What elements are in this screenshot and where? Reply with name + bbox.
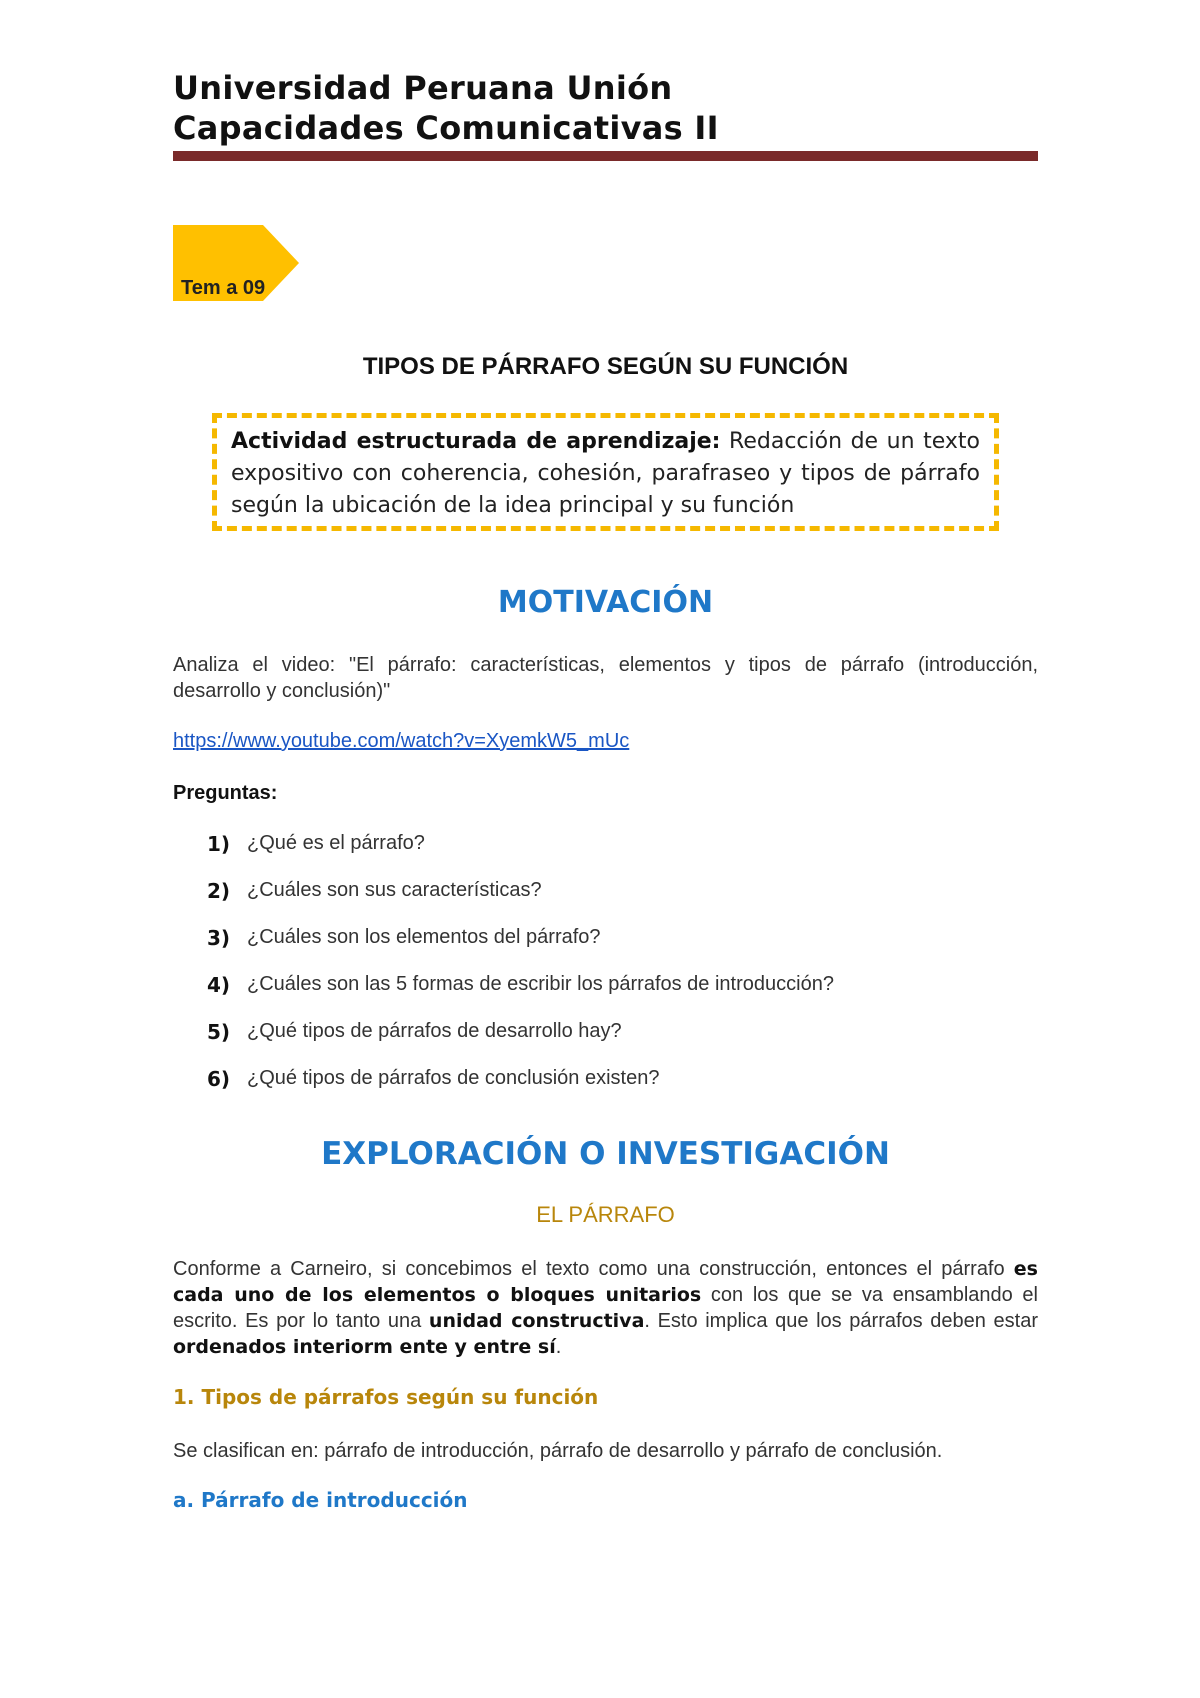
paragraph-text: Conforme a Carneiro, si concebimos el texto como una construcción, entonces el párrafo (173, 1258, 1014, 1280)
list-item (207, 1020, 834, 1067)
heading-tipos-parrafos: 1. Tipos de párrafos según su función (173, 1385, 599, 1409)
university-name: Universidad Peruana Unión (173, 69, 673, 107)
list-item-text: ¿Qué tipos de párrafos de desarrollo hay? (247, 1020, 622, 1042)
video-link[interactable]: https://www.youtube.com/watch?v=XyemkW5_mUc (173, 730, 630, 752)
heading-parrafo-introduccion: a. Párrafo de introducción (173, 1488, 468, 1512)
list-item (207, 879, 834, 926)
list-item-number: 1) (207, 832, 231, 856)
exploracion-paragraph (173, 1256, 1038, 1360)
list-item-text: ¿Cuáles son los elementos del párrafo? (247, 926, 601, 948)
list-item-number: 5) (207, 1020, 231, 1044)
course-name: Capacidades Comunicativas II (173, 109, 719, 147)
paragraph-emphasis: ordenados interiorm ente y entre sí (173, 1336, 556, 1358)
paragraph-emphasis: es cada uno de los elementos o bloques unitarios (173, 1258, 1038, 1306)
list-item-number: 2) (207, 879, 231, 903)
list-item-text: ¿Cuáles son las 5 formas de escribir los párrafos de introducción? (247, 973, 834, 995)
section-title-exploracion: EXPLORACIÓN O INVESTIGACIÓN (321, 1136, 890, 1172)
list-item (207, 973, 834, 1020)
tema-label: Tem a 09 (181, 277, 266, 299)
preguntas-label: Preguntas: (173, 782, 278, 804)
motivacion-intro: Analiza el video: "El párrafo: características, elementos y tipos de párrafo (introducción, desarrollo y conclusión)" (173, 654, 1038, 702)
list-item (207, 926, 834, 973)
paragraph-text: . Esto implica que los párrafos deben estar (644, 1310, 1039, 1332)
page-title: TIPOS DE PÁRRAFO SEGÚN SU FUNCIÓN (362, 353, 849, 380)
document-header (173, 68, 719, 148)
tema-badge (173, 225, 299, 301)
preguntas-list (207, 832, 834, 1114)
activity-text: Redacción de un texto expositivo con coherencia, cohesión, parafraseo y tipos de párrafo según la ubicación de la idea principal y su función (231, 429, 980, 518)
paragraph-emphasis: unidad constructiva (428, 1310, 645, 1332)
list-item-number: 3) (207, 926, 231, 950)
list-item (207, 1067, 834, 1114)
paragraph-text: con los que se va ensamblando el escrito. Es por lo tanto una (173, 1284, 1038, 1332)
list-item-text: ¿Qué es el párrafo? (247, 832, 425, 854)
header-rule (173, 151, 1038, 161)
list-item-number: 4) (207, 973, 231, 997)
tipos-paragraph: Se clasifican en: párrafo de introducción, párrafo de desarrollo y párrafo de conclusión. (173, 1440, 943, 1462)
list-item-number: 6) (207, 1067, 231, 1091)
list-item-text: ¿Cuáles son sus características? (247, 879, 542, 901)
activity-box (212, 413, 999, 531)
section-title-motivacion: MOTIVACIÓN (497, 585, 714, 620)
list-item-text: ¿Qué tipos de párrafos de conclusión existen? (247, 1067, 660, 1089)
subtitle-el-parrafo: EL PÁRRAFO (536, 1202, 675, 1227)
list-item (207, 832, 834, 879)
paragraph-text: . (555, 1336, 562, 1358)
activity-label: Actividad estructurada de aprendizaje: (231, 429, 721, 454)
